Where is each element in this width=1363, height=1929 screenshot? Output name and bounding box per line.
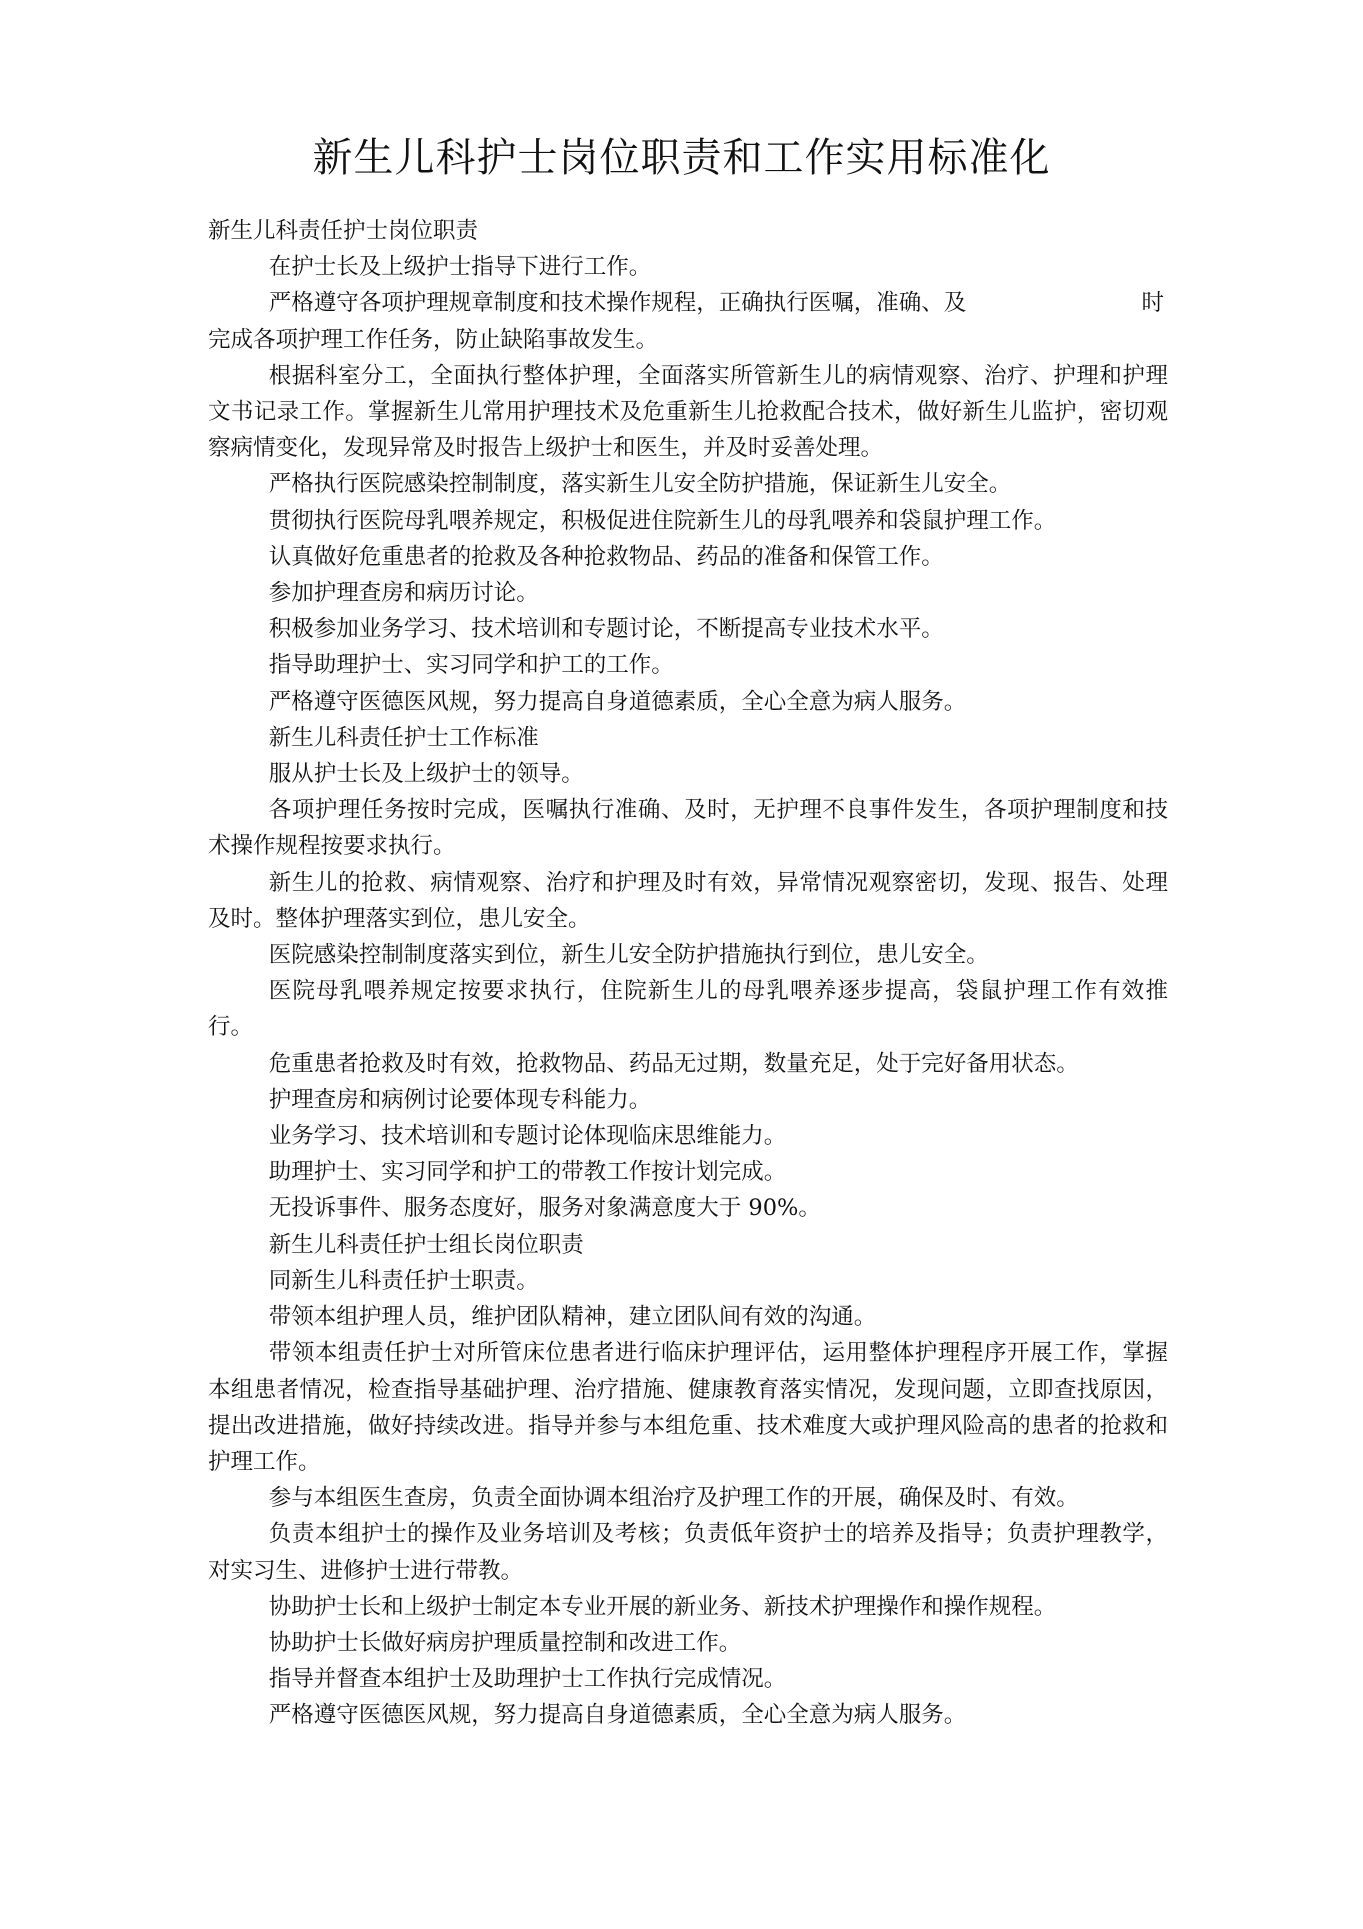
document-body <box>208 213 1168 1734</box>
document-title: 新生儿科护士岗位职责和工作实用标准化 <box>312 135 1051 181</box>
paragraph: 各项护理任务按时完成，医嘱执行准确、及时，无护理不良事件发生，各项护理制度和技术操作规程按要求执行。 <box>208 797 1168 860</box>
paragraph: 严格遵守医德医风规，努力提高自身道德素质，全心全意为病人服务。 <box>268 1702 967 1729</box>
paragraph: 积极参加业务学习、技术培训和专题讨论，不断提高专业技术水平。 <box>268 616 944 643</box>
section-heading: 新生儿科责任护士工作标准 <box>268 724 539 751</box>
paragraph: 助理护士、实习同学和护工的带教工作按计划完成。 <box>268 1159 787 1186</box>
paragraph: 医院感染控制制度落实到位，新生儿安全防护措施执行到位，患儿安全。 <box>268 942 989 969</box>
paragraph: 协助护士长和上级护士制定本专业开展的新业务、新技术护理操作和操作规程。 <box>268 1593 1057 1620</box>
paragraph: 护理查房和病例讨论要体现专科能力。 <box>268 1086 652 1113</box>
paragraph: 危重患者抢救及时有效，抢救物品、药品无过期，数量充足，处于完好备用状态。 <box>268 1050 1079 1077</box>
paragraph: 无投诉事件、服务态度好，服务对象满意度大于 90%。 <box>268 1195 821 1222</box>
paragraph: 协助护士长做好病房护理质量控制和改进工作。 <box>268 1629 742 1656</box>
paragraph: 医院母乳喂养规定按要求执行，住院新生儿的母乳喂养逐步提高，袋鼠护理工作有效推行。 <box>208 978 1168 1041</box>
paragraph: 参加护理查房和病历讨论。 <box>268 580 539 607</box>
paragraph: 严格执行医院感染控制制度，落实新生儿安全防护措施，保证新生儿安全。 <box>268 471 1012 498</box>
paragraph: 参与本组医生查房，负责全面协调本组治疗及护理工作的开展，确保及时、有效。 <box>268 1485 1079 1512</box>
paragraph: 带领本组护理人员，维护团队精神，建立团队间有效的沟通。 <box>268 1304 877 1331</box>
paragraph: 根据科室分工，全面执行整体护理，全面落实所管新生儿的病情观察、治疗、护理和护理文书记录工作。掌握新生儿常用护理技术及危重新生儿抢救配合技术，做好新生儿监护，密切观察病情变化，发现异常及时报告上级护士和医生，并及时妥善处理。 <box>208 362 1168 462</box>
paragraph: 认真做好危重患者的抢救及各种抢救物品、药品的准备和保管工作。 <box>268 543 944 570</box>
paragraph-line <box>208 285 1168 321</box>
paragraph: 贯彻执行医院母乳喂养规定，积极促进住院新生儿的母乳喂养和袋鼠护理工作。 <box>268 507 1057 534</box>
paragraph: 同新生儿科责任护士职责。 <box>268 1267 539 1294</box>
paragraph: 负责本组护士的操作及业务培训及考核；负责低年资护士的培养及指导；负责护理教学，对实习生、进修护士进行带教。 <box>208 1521 1168 1584</box>
paragraph: 指导助理护士、实习同学和护工的工作。 <box>268 652 674 679</box>
paragraph: 完成各项护理工作任务，防止缺陷事故发生。 <box>208 326 659 353</box>
paragraph-text: 时 <box>1141 290 1164 317</box>
paragraph: 带领本组责任护士对所管床位患者进行临床护理评估，运用整体护理程序开展工作，掌握本组患者情况，检查指导基础护理、治疗措施、健康教育落实情况，发现问题，立即查找原因，提出改进措施，做好持续改进。指导并参与本组危重、技术难度大或护理风险高的患者的抢救和护理工作。 <box>208 1340 1168 1475</box>
paragraph-text: 严格遵守各项护理规章制度和技术操作规程，正确执行医嘱，准确、及 <box>268 290 967 317</box>
section-heading: 新生儿科责任护士组长岗位职责 <box>268 1231 584 1258</box>
paragraph: 服从护士长及上级护士的领导。 <box>268 761 584 788</box>
section-heading: 新生儿科责任护士岗位职责 <box>208 218 479 244</box>
paragraph: 严格遵守医德医风规，努力提高自身道德素质，全心全意为病人服务。 <box>268 688 967 715</box>
paragraph: 在护士长及上级护士指导下进行工作。 <box>268 254 652 281</box>
paragraph: 业务学习、技术培训和专题讨论体现临床思维能力。 <box>268 1123 787 1150</box>
paragraph: 指导并督查本组护士及助理护士工作执行完成情况。 <box>268 1666 787 1693</box>
paragraph: 新生儿的抢救、病情观察、治疗和护理及时有效，异常情况观察密切，发现、报告、处理及时。整体护理落实到位，患儿安全。 <box>208 869 1168 932</box>
